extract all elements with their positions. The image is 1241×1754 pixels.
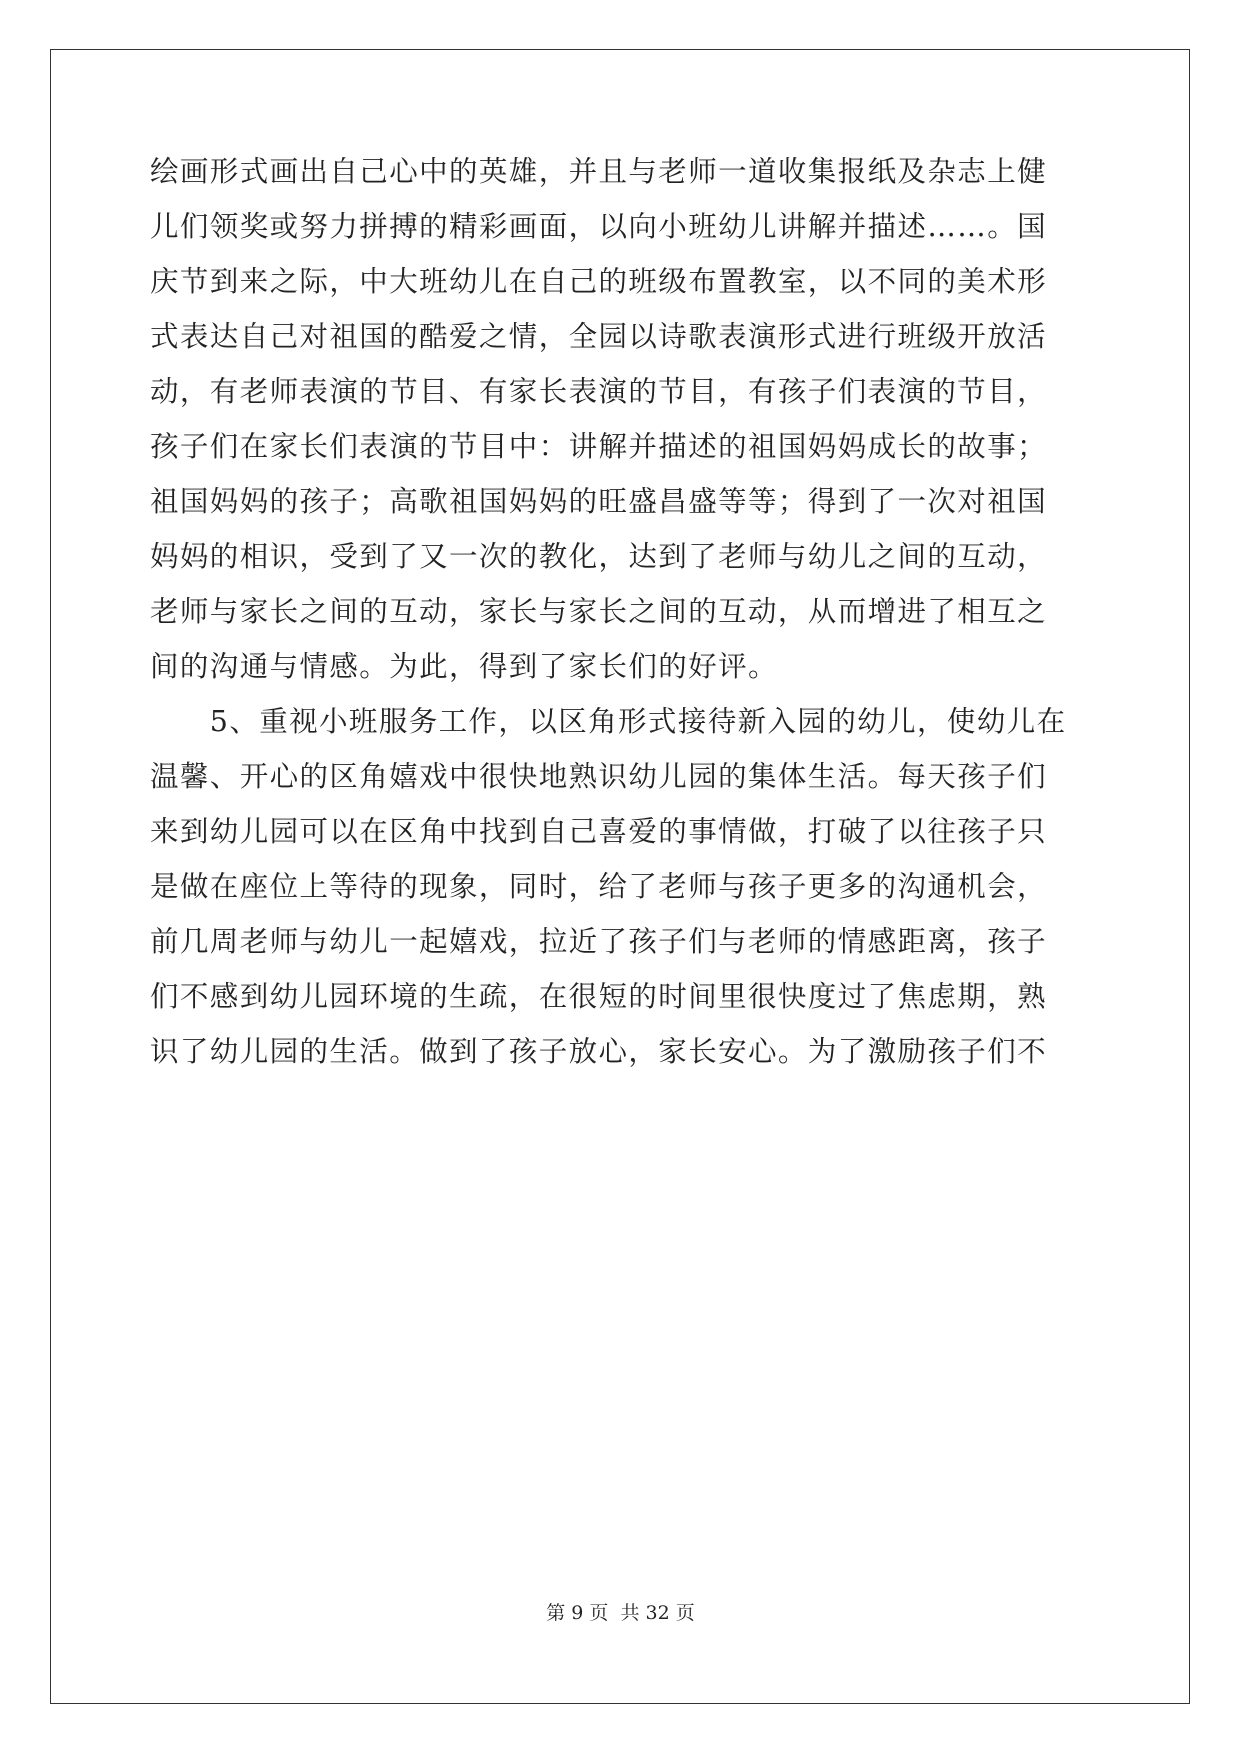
text-line-6: 孩子们在家长们表演的节目中：讲解并描述的祖国妈妈成长的故事；: [150, 430, 1048, 463]
text-line-4: 式表达自己对祖国的酷爱之情，全园以诗歌表演形式进行班级开放活: [150, 320, 1048, 353]
text-line-13: 来到幼儿园可以在区角中找到自己喜爱的事情做，打破了以往孩子只: [150, 815, 1048, 848]
page-number: 第 9 页: [546, 1602, 609, 1624]
text-line-17: 识了幼儿园的生活。做到了孩子放心，家长安心。为了激励孩子们不: [150, 1035, 1048, 1068]
text-line-15: 前几周老师与幼儿一起嬉戏，拉近了孩子们与老师的情感距离，孩子: [150, 925, 1048, 958]
text-line-9: 老师与家长之间的互动，家长与家长之间的互动，从而增进了相互之: [150, 595, 1048, 628]
text-line-3: 庆节到来之际，中大班幼儿在自己的班级布置教室，以不同的美术形: [150, 265, 1048, 298]
text-line-2: 儿们领奖或努力拼搏的精彩画面，以向小班幼儿讲解并描述……。国: [150, 210, 1048, 243]
text-line-5: 动，有老师表演的节目、有家长表演的节目，有孩子们表演的节目，: [150, 375, 1048, 408]
text-line-8: 妈妈的相识，受到了又一次的教化，达到了老师与幼儿之间的互动，: [150, 540, 1048, 573]
text-line-11: 5、重视小班服务工作，以区角形式接待新入园的幼儿，使幼儿在: [150, 705, 1067, 738]
page-footer: [0, 1598, 1241, 1625]
text-line-7: 祖国妈妈的孩子；高歌祖国妈妈的旺盛昌盛等等；得到了一次对祖国: [150, 485, 1048, 518]
text-line-14: 是做在座位上等待的现象，同时，给了老师与孩子更多的沟通机会，: [150, 870, 1048, 903]
text-line-1: 绘画形式画出自己心中的英雄，并且与老师一道收集报纸及杂志上健: [150, 155, 1048, 188]
text-line-10: 间的沟通与情感。为此，得到了家长们的好评。: [150, 650, 778, 683]
text-line-16: 们不感到幼儿园环境的生疏，在很短的时间里很快度过了焦虑期，熟: [150, 980, 1048, 1013]
text-line-12: 温馨、开心的区角嬉戏中很快地熟识幼儿园的集体生活。每天孩子们: [150, 760, 1048, 793]
page-total: 共 32 页: [620, 1602, 695, 1624]
